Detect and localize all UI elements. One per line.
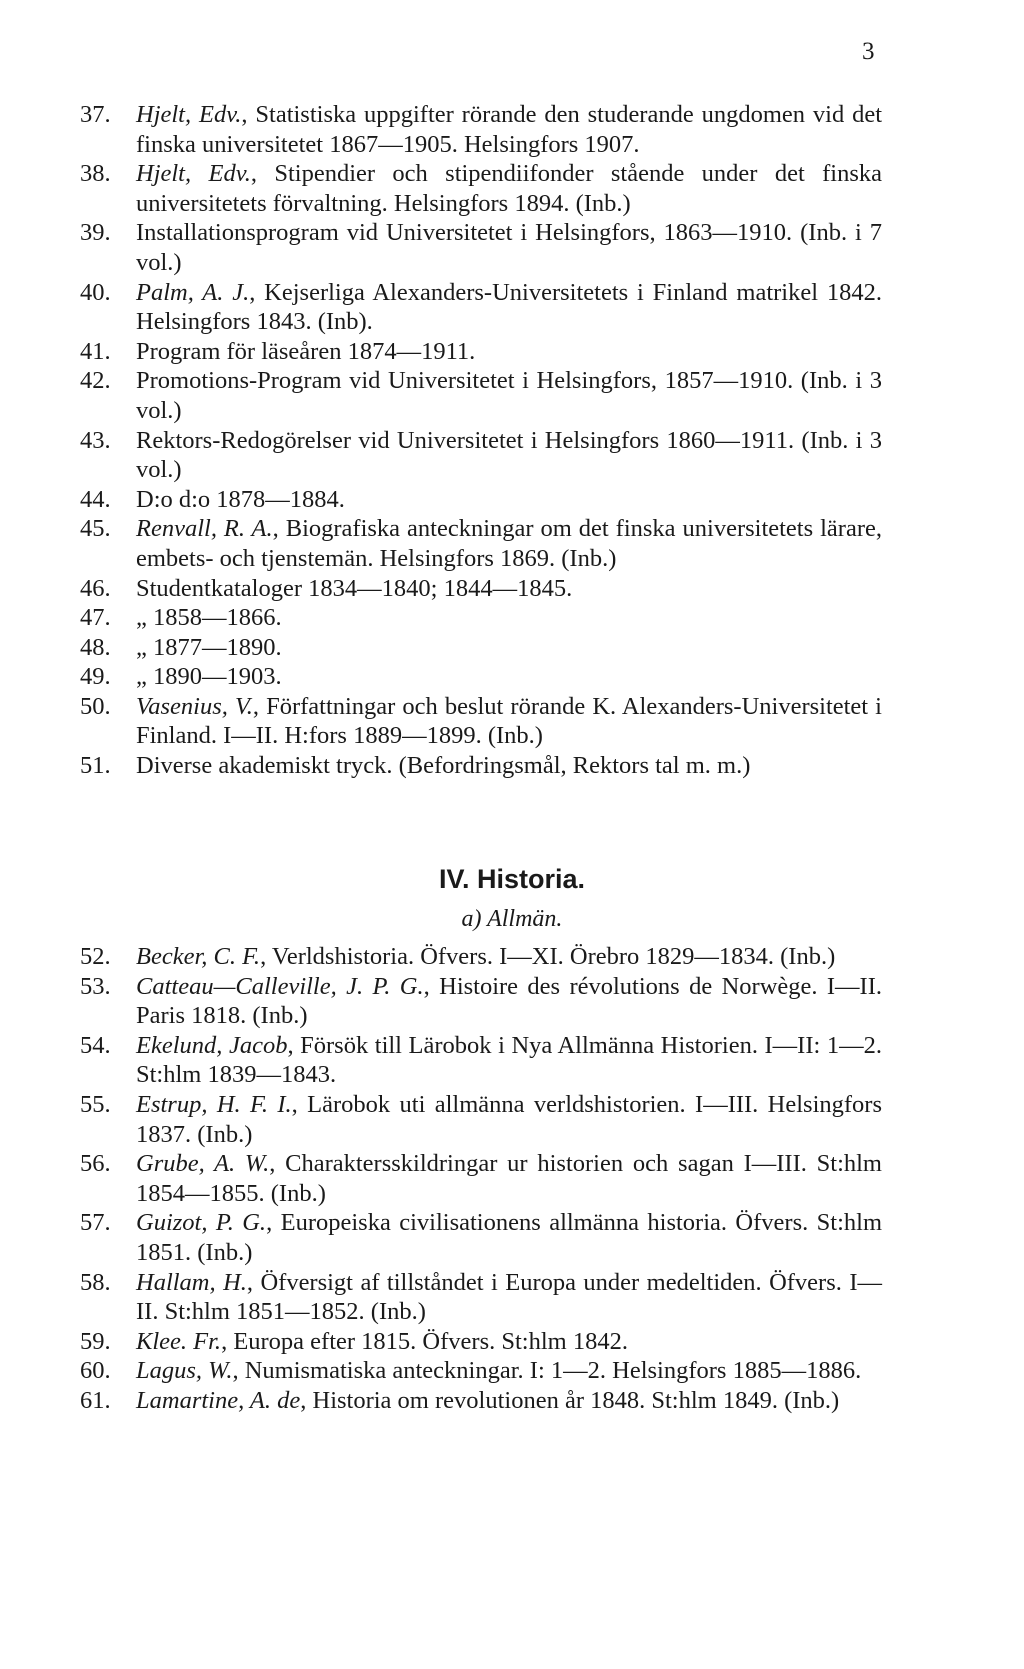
catalog-entry [80, 426, 882, 485]
entry-number: 57. [80, 1209, 111, 1237]
entry-author: Grube, A. W. [136, 1150, 270, 1178]
entry-list-section-iii [80, 100, 882, 781]
catalog-entry [80, 278, 882, 337]
entry-text: , Kejserliga Alexanders-Universitetets i Finland matrikel 1842. Helsingfors 1843. (Inb). [136, 278, 882, 336]
entry-number: 48. [80, 633, 111, 661]
entry-text: , Verldshistoria. Öfvers. I—XI. Örebro 1829—1834. (Inb.) [260, 943, 836, 970]
entry-number: 52. [80, 943, 111, 970]
catalog-entry [80, 603, 882, 633]
entry-text: Studentkataloger 1834—1840; 1844—1845. [136, 574, 573, 602]
entry-number: 44. [80, 485, 111, 513]
section-heading: IV. Historia. [438, 864, 586, 894]
catalog-entry [80, 218, 882, 277]
catalog-entry [80, 751, 882, 781]
entry-number: 53. [80, 972, 111, 1000]
catalog-entry [80, 1268, 882, 1327]
entry-number: 41. [80, 337, 111, 365]
entry-text: , Europa efter 1815. Öfvers. St:hlm 1842. [221, 1327, 628, 1355]
subsection-heading: a) Allmän. [461, 906, 563, 932]
catalog-entry [80, 692, 882, 751]
catalog-entry [80, 633, 882, 663]
entry-author: Catteau—Calleville, J. P. G. [136, 972, 424, 1000]
entry-text: Program för läseåren 1874—1911. [136, 337, 476, 365]
entry-number: 49. [80, 663, 111, 691]
entry-author: Palm, A. J. [136, 278, 250, 306]
entry-text: , Numismatiska anteckningar. I: 1—2. Helsingfors 1885—1886. [232, 1357, 862, 1385]
entry-number: 43. [80, 426, 111, 454]
entry-number: 50. [80, 692, 111, 720]
catalog-entry [80, 1327, 882, 1357]
entry-text: , Stipendier och stipendiifonder stående under det finska universitetets förvaltning. Helsingfors 1894. (Inb.) [136, 160, 882, 217]
entry-author: Hjelt, Edv. [136, 101, 242, 128]
entry-text: Promotions-Program vid Universitetet i Helsingfors, 1857—1910. (Inb. i 3 vol.) [136, 367, 882, 424]
entry-author: Guizot, P. G. [136, 1209, 267, 1237]
catalog-entry [80, 574, 882, 604]
entry-number: 46. [80, 574, 111, 602]
catalog-entry [80, 100, 882, 159]
entry-number: 55. [80, 1090, 111, 1118]
entry-text: D:o d:o 1878—1884. [136, 485, 345, 513]
catalog-entry [80, 1031, 882, 1090]
catalog-entry [80, 366, 882, 425]
entry-author: Hjelt, Edv. [136, 160, 251, 188]
entry-text: , Histoire des révolutions de Norwège. I—II. Paris 1818. (Inb.) [136, 972, 882, 1030]
entry-author: Lagus, W. [136, 1357, 233, 1385]
entry-number: 58. [80, 1268, 111, 1296]
entry-text: , Biografiska anteckningar om det finska universitetets lärare, embets- och tjenstemän. Helsingfors 1869. (Inb.) [136, 515, 882, 572]
entry-author: Becker, C. F. [136, 943, 261, 970]
catalog-entry [80, 514, 882, 573]
catalog-entry [80, 942, 882, 972]
entry-number: 40. [80, 278, 111, 306]
entry-text: „ 1858—1866. [136, 604, 282, 632]
entry-text: , Öfversigt af tillståndet i Europa under medeltiden. Öfvers. I—II. St:hlm 1851—1852. (Inb.) [136, 1268, 882, 1326]
entry-number: 56. [80, 1150, 111, 1178]
entry-number: 42. [80, 367, 111, 395]
catalog-entry [80, 662, 882, 692]
catalog-entry [80, 485, 882, 515]
catalog-entry [80, 1208, 882, 1267]
entry-author: Klee. Fr. [136, 1327, 222, 1355]
entry-text: , Historia om revolutionen år 1848. St:hlm 1849. (Inb.) [300, 1386, 840, 1414]
catalog-entry [80, 1149, 882, 1208]
catalog-entry [80, 972, 882, 1031]
entry-author: Ekelund, Jacob [136, 1031, 288, 1059]
entry-text: , Europeiska civilisationens allmänna historia. Öfvers. St:hlm 1851. (Inb.) [136, 1209, 882, 1266]
entry-text: , Charaktersskildringar ur historien och sagan I—III. St:hlm 1854—1855. (Inb.) [136, 1150, 882, 1207]
entry-author: Renvall, R. A. [136, 515, 273, 543]
entry-text: „ 1890—1903. [136, 663, 282, 691]
entry-number: 61. [80, 1386, 111, 1414]
catalog-entry [80, 159, 882, 218]
entry-text: , Författningar och beslut rörande K. Alexanders-Universitetet i Finland. I—II. H:fors 1889—1899. (Inb.) [136, 692, 882, 750]
catalog-entry [80, 1356, 882, 1386]
entry-number: 39. [80, 219, 111, 247]
entry-text: Rektors-Redogörelser vid Universitetet i Helsingfors 1860—1911. (Inb. i 3 vol.) [136, 426, 882, 484]
entry-text: „ 1877—1890. [136, 633, 282, 661]
entry-text: , Statistiska uppgifter rörande den studerande ungdomen vid det finska universitetet 1867—1905. Helsingfors 1907. [136, 101, 883, 158]
entry-text: Installationsprogram vid Universitetet i Helsingfors, 1863—1910. (Inb. i 7 vol.) [136, 219, 882, 276]
entry-author: Vasenius, V. [136, 692, 253, 720]
entry-number: 60. [80, 1357, 111, 1385]
entry-author: Estrup, H. F. I. [136, 1090, 292, 1118]
entry-number: 59. [80, 1327, 111, 1355]
entry-text: , Lärobok uti allmänna verldshistorien. I—III. Helsingfors 1837. (Inb.) [136, 1090, 882, 1148]
entry-number: 47. [80, 604, 111, 632]
entry-number: 38. [80, 160, 111, 188]
catalog-entry [80, 1386, 882, 1416]
entry-author: Hallam, H. [136, 1268, 247, 1296]
entry-text: , Försök till Lärobok i Nya Allmänna Historien. I—II: 1—2. St:hlm 1839—1843. [136, 1031, 882, 1089]
entry-list-section-iv [80, 942, 882, 1416]
catalog-entry [80, 337, 882, 367]
catalog-entry [80, 1090, 882, 1149]
entry-author: Lamartine, A. de [136, 1386, 301, 1414]
entry-number: 51. [80, 752, 111, 780]
entry-number: 54. [80, 1031, 111, 1059]
page-number: 3 [862, 38, 875, 65]
entry-number: 45. [80, 515, 111, 543]
entry-number: 37. [80, 101, 111, 128]
entry-text: Diverse akademiskt tryck. (Befordringsmål, Rektors tal m. m.) [136, 752, 751, 780]
